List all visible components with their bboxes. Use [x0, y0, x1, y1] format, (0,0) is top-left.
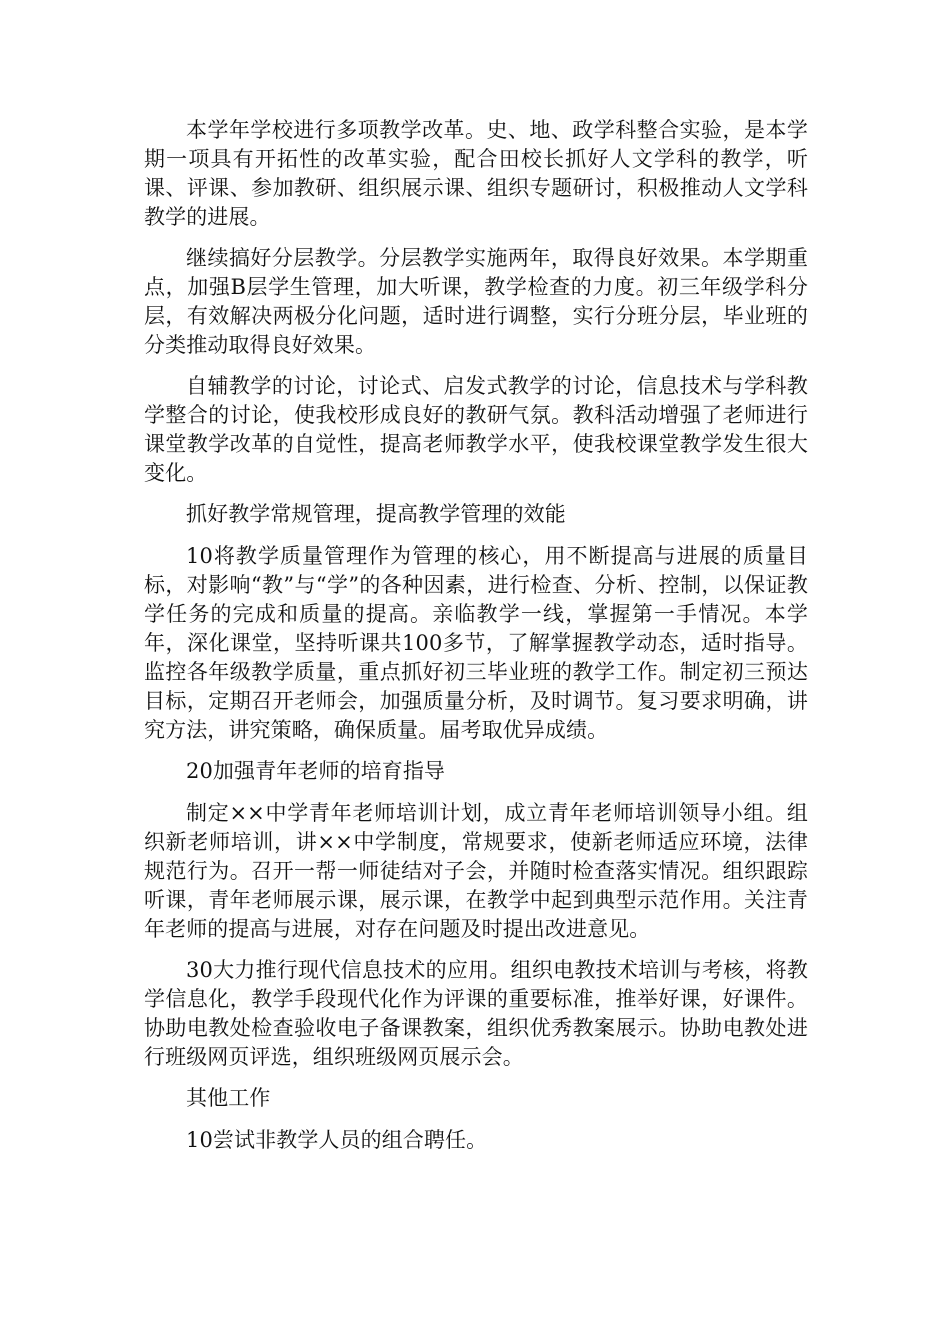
- document-body: [144, 116, 808, 1167]
- paragraph-quality-management: 10将教学质量管理作为管理的核心，用不断提高与进展的质量目标，对影响“教”与“学”的各种因素，进行检查、分析、控制，以保证教学任务的完成和质量的提高。亲临教学一线，掌握第一手情况。本学年，深化课堂，坚持听课共100多节，了解掌握教学动态，适时指导。监控各年级教学质量，重点抓好初三毕业班的教学工作。制定初三预达目标，定期召开老师会，加强质量分析，及时调节。复习要求明确，讲究方法，讲究策略，确保质量。届考取优异成绩。: [144, 544, 808, 742]
- paragraph-teaching-reform: 本学年学校进行多项教学改革。史、地、政学科整合实验，是本学期一项具有开拓性的改革实验，配合田校长抓好人文学科的教学，听课、评课、参加教研、组织展示课、组织专题研讨，积极推动人文学科教学的进展。: [144, 118, 808, 229]
- section-heading-other-work: 其他工作: [186, 1086, 271, 1110]
- paragraph-information-technology: 30大力推行现代信息技术的应用。组织电教技术培训与考核，将教学信息化，教学手段现代化作为评课的重要标准，推举好课，好课件。协助电教处检查验收电子备课教案，组织优秀教案展示。协助电教处进行班级网页评选，组织班级网页展示会。: [144, 958, 808, 1069]
- section-heading-routine-management: 抓好教学常规管理，提高教学管理的效能: [186, 502, 566, 526]
- paragraph-layered-teaching: 继续搞好分层教学。分层教学实施两年，取得良好效果。本学期重点，加强B层学生管理，加大听课，教学检查的力度。初三年级学科分层，有效解决两极分化问题，适时进行调整，实行分班分层，毕业班的分类推动取得良好效果。: [144, 246, 808, 357]
- section-heading-young-teachers: 20加强青年老师的培育指导: [186, 759, 446, 783]
- paragraph-staff-appointment: 10尝试非教学人员的组合聘任。: [186, 1128, 488, 1152]
- paragraph-young-teacher-training: 制定××中学青年老师培训计划，成立青年老师培训领导小组。组织新老师培训，讲××中学制度，常规要求，使新老师适应环境，法律规范行为。召开一帮一师徒结对子会，并随时检查落实情况。组织跟踪听课，青年老师展示课，展示课，在教学中起到典型示范作用。关注青年老师的提高与进展，对存在问题及时提出改进意见。: [144, 801, 808, 941]
- paragraph-teaching-discussion: 自辅教学的讨论，讨论式、启发式教学的讨论，信息技术与学科教学整合的讨论，使我校形成良好的教研气氛。教科活动增强了老师进行课堂教学改革的自觉性，提高老师教学水平，使我校课堂教学发生很大变化。: [144, 374, 808, 485]
